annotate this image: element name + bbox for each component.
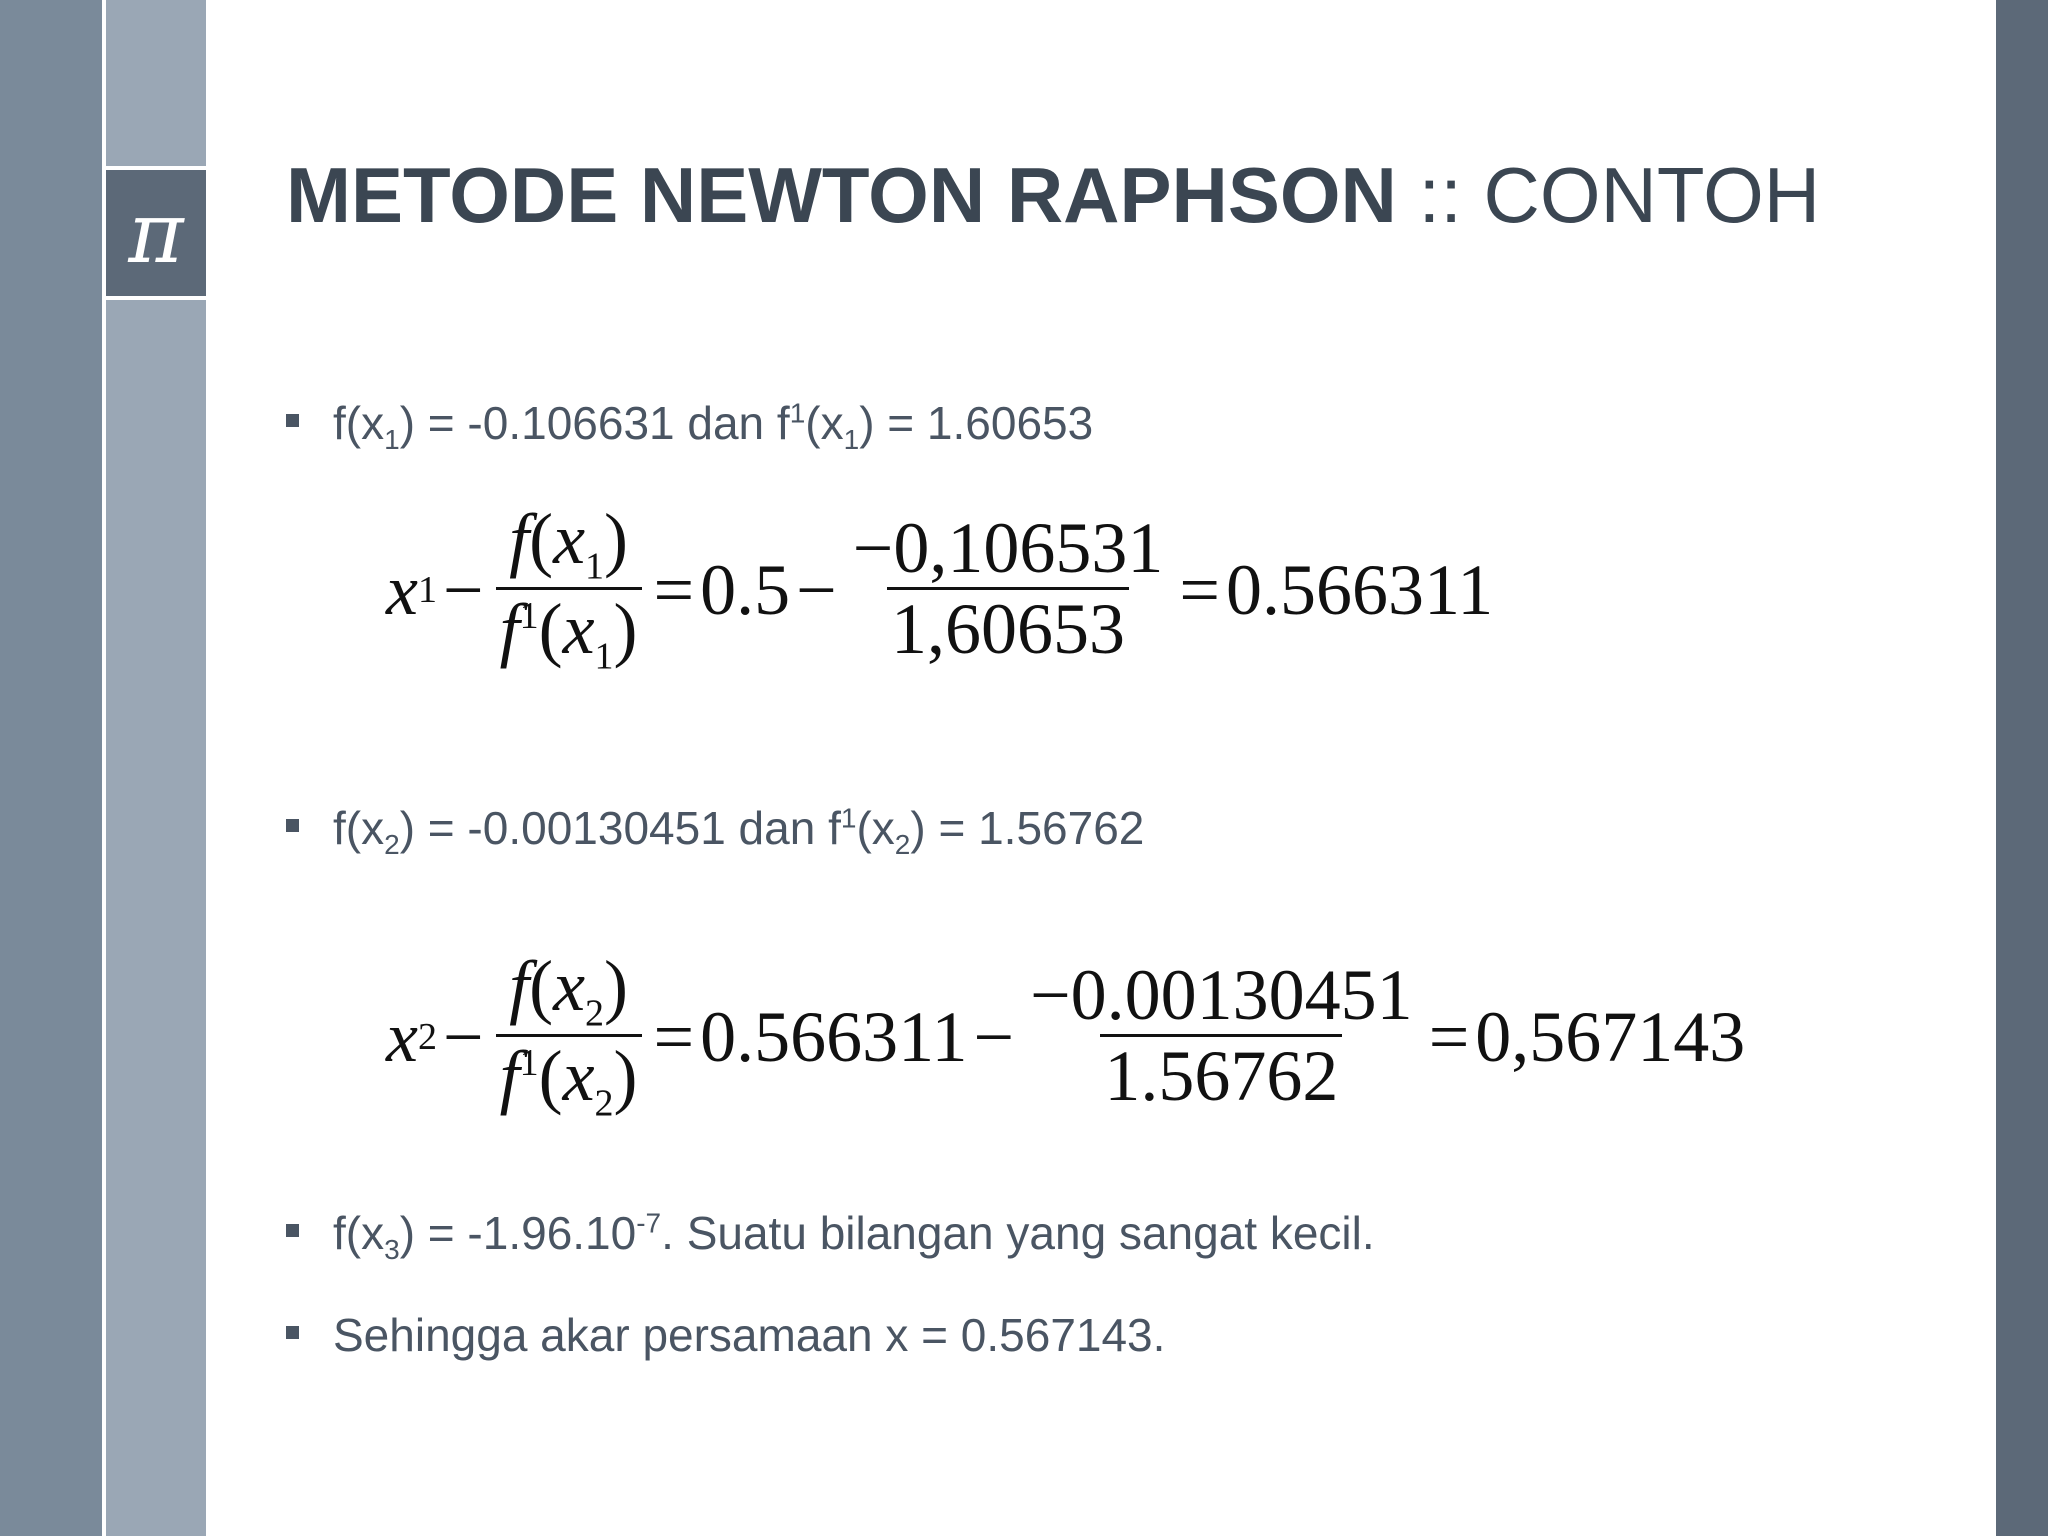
bullet-1: $f(x_1) = -0.106631$ dan $f^1(x_1) = 1.60653$ — [286, 396, 1093, 456]
bullet-square-icon — [286, 819, 299, 832]
bullet-square-icon — [286, 414, 299, 427]
equation-1-derivative-fraction: $\frac{f(x_1)}{f^1(x_1)}$ — [496, 502, 642, 678]
title-rest: :: CONTOH — [1396, 151, 1821, 239]
equation-1: x 1 − $\frac{f(x_1)}{f^1(x_1)}$ = 0.5 − $\frac{-0,106531}{1,60653}$ = 0.566311 — [386, 498, 1494, 678]
equation-2: x 2 − $\frac{f(x_2)}{f^1(x_2)}$ = 0.566311 − $\frac{-0.00130451}{1.56762}$ = 0,567143 — [386, 945, 1746, 1125]
pi-logo-icon: π — [106, 166, 206, 300]
bullet-3: $f(x_3) = -1.96.10^{-7}$. Suatu bilangan yang sangat kecil. — [286, 1206, 1375, 1266]
left-dark-band — [0, 0, 102, 1536]
bullet-4: Sehingga akar persamaan x = 0.567143. — [286, 1308, 1165, 1362]
bullet-square-icon — [286, 1326, 299, 1339]
equation-1-value-fraction: $\frac{-0,106531}{1,60653}$ — [852, 508, 1164, 669]
right-band — [1996, 0, 2048, 1536]
title-bold: METODE NEWTON RAPHSON — [286, 151, 1397, 239]
slide-title — [286, 150, 1820, 241]
equation-2-derivative-fraction: $\frac{f(x_2)}{f^1(x_2)}$ — [496, 949, 642, 1125]
bullet-square-icon — [286, 1224, 299, 1237]
equation-2-result: 0,567143 — [1475, 996, 1746, 1077]
bullet-2: $f(x_2) = -0.00130451$ dan $f^1(x_2) = 1.56762$ — [286, 801, 1144, 861]
equation-1-result: 0.566311 — [1225, 549, 1494, 630]
equation-2-value-fraction: $\frac{-0.00130451}{1.56762}$ — [1030, 955, 1413, 1116]
